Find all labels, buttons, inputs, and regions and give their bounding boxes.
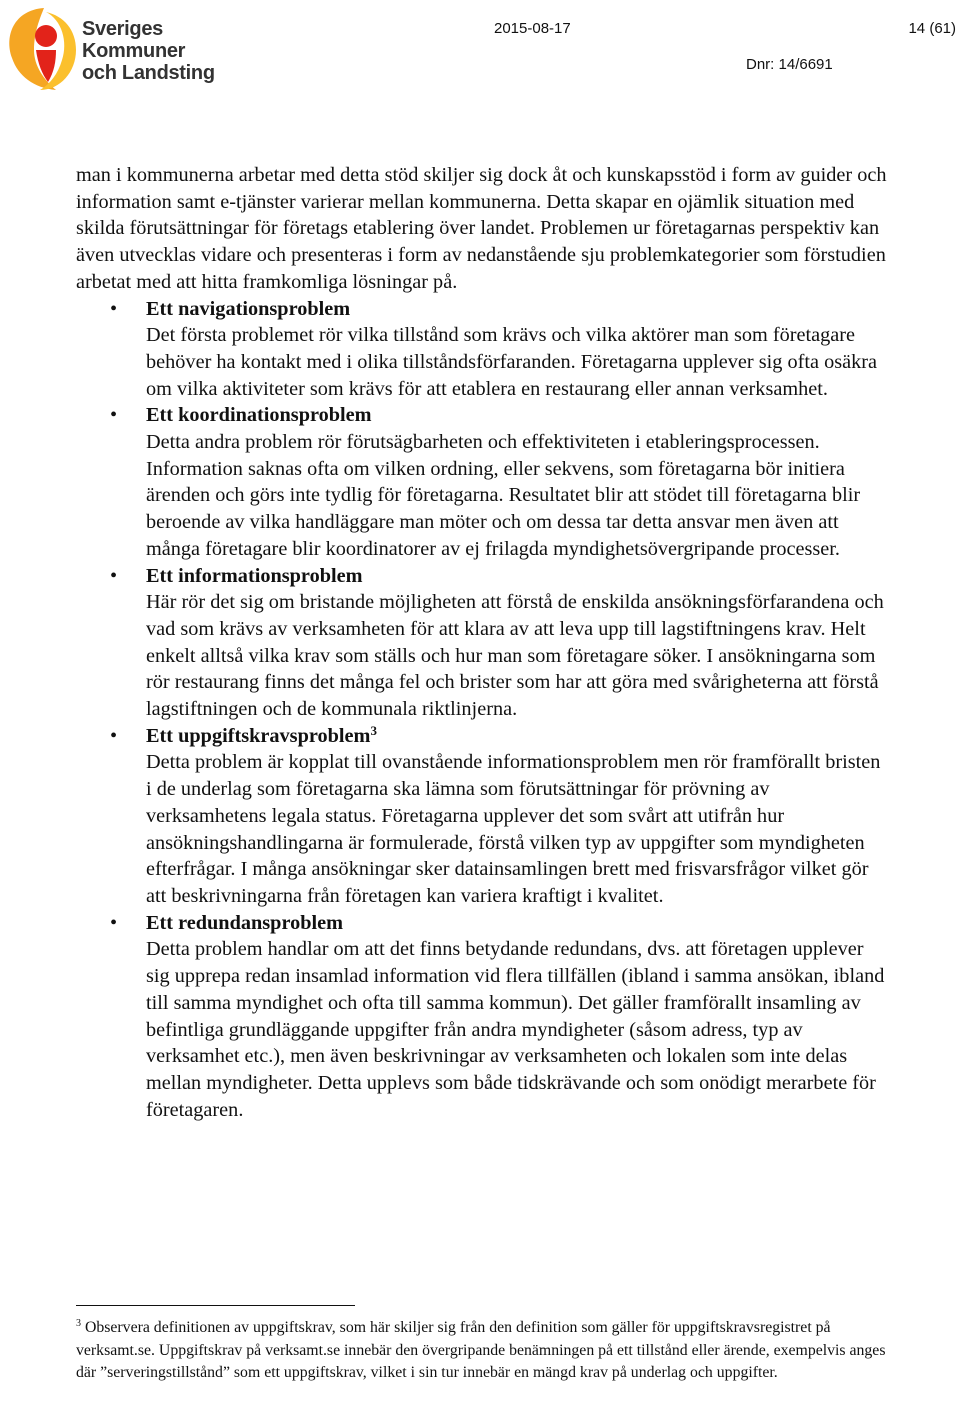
- item-text: Detta problem handlar om att det finns betydande redundans, dvs. att företagen upplever sig upprepa redan insamlad information vid flera tillfällen (ibland i samma ansökan, ibland till samma myndighet och ofta till samma kommun). Det gäller framförallt insamling av befintliga grundläggande uppgifter från andra myndigheter (såsom adress, typ av verksamhet etc.), men även beskrivningar av verksamheten och lokalen som inte delas mellan myndigheter. Detta upplevs som både tidskrävande och som onödigt merarbete för företagaren.: [146, 938, 885, 1121]
- item-title-text: Ett navigationsproblem: [146, 297, 351, 320]
- item-title: [146, 402, 891, 429]
- page-number: 14 (61): [908, 20, 956, 37]
- bullet-marker: •: [110, 724, 118, 747]
- item-title-text: Ett redundansproblem: [146, 911, 344, 934]
- item-title: [146, 563, 891, 590]
- logo-line: Kommuner: [82, 40, 186, 62]
- skl-logo: [4, 6, 214, 92]
- list-item: [76, 296, 891, 403]
- footnote-reference[interactable]: 3: [370, 722, 377, 738]
- bullet-marker: •: [110, 911, 118, 934]
- logo-line: och Landsting: [82, 62, 215, 84]
- item-text: Detta andra problem rör förutsägbarheten och effektiviteten i etableringsprocessen. Information saknas ofta om vilken ordning, eller sekvens, som företagarna bör initiera ärenden och görs inte tydlig för företagarna. Resultatet blir att stödet till företagarna blir beroende av vilka handläggare man möter och om dessa tar detta ansvar men även att många företagare blir koordinatorer av ej frilagda myndighetsövergripande processer.: [146, 431, 861, 560]
- item-title: [146, 296, 891, 323]
- list-item: [76, 563, 891, 723]
- list-item: [76, 402, 891, 562]
- item-title: [146, 723, 891, 750]
- footnote: [76, 1317, 886, 1385]
- bullet-marker: •: [110, 564, 118, 587]
- item-text: Detta problem är kopplat till ovanstående informationsproblem men rör framförallt bristen i de underlag som företagarna ska lämna som förutsättningar för prövning av verksamhetens legala status. Företagarna upplever det som svårt att utifrån hur ansökningshandlingarna är formulerade, förstå vilken typ av uppgifter som myndigheten efterfrågar. I många ansökningar sker datainsamlingen brett med frisvarsfrågor vilket gör att beskrivningarna från företagen kan variera kraftigt i kvalitet.: [146, 751, 881, 907]
- item-text: Här rör det sig om bristande möjligheten att förstå de enskilda ansökningsförfarandena och vad som krävs av verksamheten för att klara av att leva upp till lagstiftningens krav. Helt enkelt alltså vilka krav som ställs och hur man som företagare söker. I ansökningarna som rör restaurang finns det många fel och brister som har att göra med svårigheterna att förstå lagstiftningen och de kommunala riktlinjerna.: [146, 591, 884, 721]
- logo-wordmark: [82, 18, 215, 84]
- bullet-marker: •: [110, 297, 118, 320]
- list-item: [76, 723, 891, 910]
- item-title-text: Ett koordinationsproblem: [146, 404, 372, 427]
- bullet-marker: •: [110, 404, 118, 427]
- item-title-text: Ett uppgiftskravsproblem: [146, 724, 371, 747]
- problem-list: [76, 296, 891, 1124]
- item-text: Det första problemet rör vilka tillstånd som krävs och vilka aktörer man som företagare behöver ha kontakt med i olika tillståndsförfaranden. Företagarna upplever sig ofta osäkra om vilka aktiviteter som krävs för att etablera en restaurang eller annan verksamhet.: [146, 324, 878, 400]
- document-body: [76, 162, 891, 1123]
- list-item: [76, 910, 891, 1124]
- footnote-divider: [76, 1305, 355, 1306]
- registration-number: Dnr: 14/6691: [746, 56, 833, 73]
- intro-paragraph: man i kommunerna arbetar med detta stöd skiljer sig dock åt och kunskapsstöd i form av guider och information samt e-tjänster varierar mellan kommunerna. Detta skapar en ojämlik situation med skilda förutsättningar för företags etablering över landet. Problemen ur företagarnas perspektiv kan även utvecklas vidare och presenteras i form av nedanstående sju problemkategorier som förstudien arbetat med att hitta framkomliga lösningar på.: [76, 164, 887, 293]
- footnote-text: Observera definitionen av uppgiftskrav, som här skiljer sig från den definition som gäller för uppgiftskravsregistret på verksamt.se. Uppgiftskrav på verksamt.se innebär den övergripande benämningen på ett tillstånd eller ärende, exempelvis anges där ”serveringstillstånd” som ett uppgiftskrav, vilket i sin tur innebär en mängd krav på underlag och uppgifter.: [76, 1319, 886, 1381]
- footnote-marker: 3: [76, 1318, 81, 1329]
- item-title-text: Ett informationsproblem: [146, 564, 363, 587]
- skl-logo-icon: [4, 6, 84, 92]
- item-title: [146, 910, 891, 937]
- page-header: [0, 0, 960, 100]
- document-date: 2015-08-17: [494, 20, 571, 37]
- logo-line: Sveriges: [82, 18, 163, 40]
